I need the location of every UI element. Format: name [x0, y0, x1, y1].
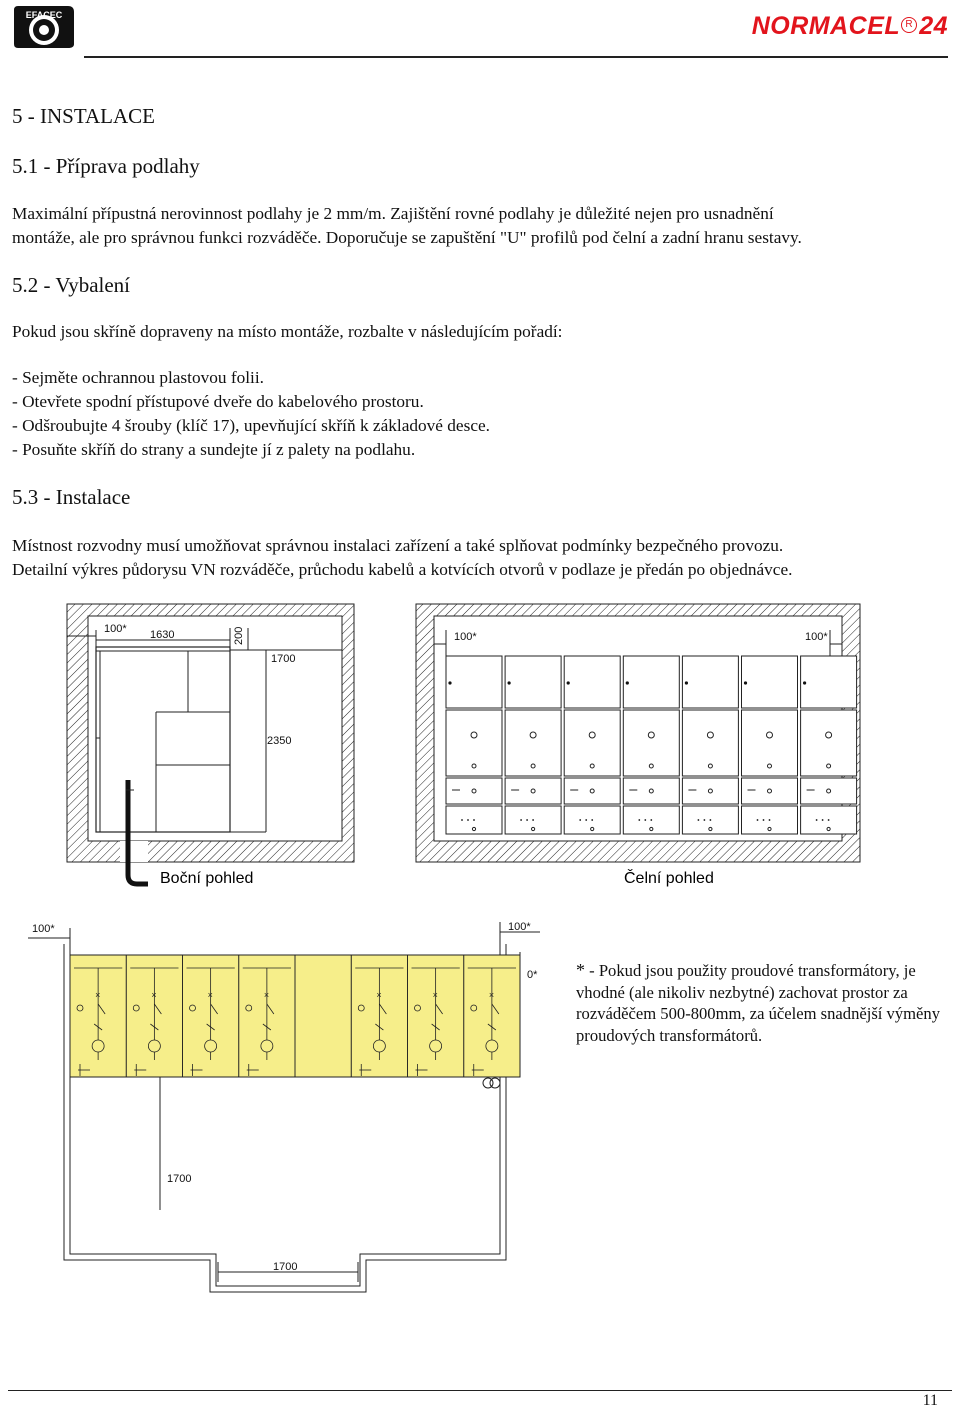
note-text: - Pokud jsou použity proudové transformátory, je vhodné (ale nikoliv nezbytné) zachovat prostor za rozváděčem 500-800mm, za účelem snadnější výměny proudových transformátorů. — [576, 961, 941, 1045]
s51-line-1: Maximální přípustná nerovinnost podlahy je 2 mm/m. Zajištění rovné podlahy je důležité nejen pro usnadnění — [12, 204, 774, 223]
svg-text:×: × — [432, 990, 438, 1000]
front-view-caption: Čelní pohled — [624, 870, 714, 887]
side-dim-1700: 1700 — [271, 653, 296, 665]
s53-line-2: Detailní výkres půdorysu VN rozváděče, průchodu kabelů a kotvících otvorů v podlaze je předán po objednávce. — [12, 560, 793, 579]
front-dim-left: 100* — [454, 631, 477, 643]
svg-text:×: × — [95, 990, 101, 1000]
plan-dim-1700-horizontal: 1700 — [273, 1261, 298, 1273]
side-dim-100: 100* — [104, 623, 127, 635]
s52-step-4: - Posuňte skříň do strany a sundejte jí z palety na podlahu. — [12, 440, 416, 459]
svg-text:×: × — [263, 990, 270, 1000]
transformer-symbol — [483, 1078, 500, 1088]
s53-line-1: Místnost rozvodny musí umožňovat správnou instalaci zařízení a také splňovat podmínky bezpečného provozu. — [12, 536, 784, 555]
front-cell — [742, 656, 798, 834]
side-view-caption: Boční pohled — [160, 870, 254, 887]
s52-step-2: - Otevřete spodní přístupové dveře do kabelového prostoru. — [12, 392, 424, 411]
s52-step-3: - Odšroubujte 4 šrouby (klíč 17), upevňující skříň k základové desce. — [12, 416, 490, 435]
front-cells — [446, 656, 857, 834]
section-title: 5 - INSTALACE — [12, 104, 155, 128]
footer-rule — [8, 1390, 952, 1391]
ct-note — [576, 960, 956, 1046]
page-number: 11 — [922, 1392, 938, 1409]
subsection-5-2-title: 5.2 - Vybalení — [12, 273, 131, 297]
svg-text:×: × — [376, 990, 382, 1000]
front-view-drawing — [416, 604, 860, 862]
registered-mark: R — [901, 14, 917, 31]
plan-view-drawing — [28, 921, 540, 1292]
plan-dim-left: 100* — [32, 923, 55, 935]
s51-line-2: montáže, ale pro správnou funkci rozváděče. Doporučuje se zapuštění "U" profilů pod čelní a zadní hranu sestavy. — [12, 228, 802, 247]
subsection-5-3-title: 5.3 - Instalace — [12, 485, 131, 509]
s52-step-1: - Sejměte ochrannou plastovou folii. — [12, 368, 264, 387]
front-cell — [682, 656, 738, 834]
brand-number: 24 — [919, 12, 948, 40]
plan-dim-1700-vertical: 1700 — [167, 1173, 192, 1185]
side-dim-200: 200 — [233, 626, 245, 645]
svg-text:×: × — [151, 990, 157, 1000]
logo-text: EFACEC — [25, 10, 63, 20]
side-dim-1630: 1630 — [150, 629, 175, 641]
front-cell — [623, 656, 679, 834]
plan-dim-zero: 0* — [527, 969, 538, 981]
side-view-drawing — [67, 604, 354, 884]
note-star: * — [576, 960, 585, 980]
front-cell — [505, 656, 561, 834]
plan-dim-right: 100* — [508, 921, 531, 933]
front-cell — [446, 656, 502, 834]
front-cell — [801, 656, 857, 834]
side-dim-2350: 2350 — [267, 735, 292, 747]
front-dim-right: 100* — [805, 631, 828, 643]
s52-intro: Pokud jsou skříně dopraveny na místo montáže, rozbalte v následujícím pořadí: — [12, 322, 563, 341]
svg-text:×: × — [488, 990, 495, 1000]
svg-text:×: × — [207, 990, 213, 1000]
front-cell — [564, 656, 620, 834]
subsection-5-1-title: 5.1 - Příprava podlahy — [12, 154, 200, 178]
brand-name: NORMACEL — [751, 12, 901, 40]
